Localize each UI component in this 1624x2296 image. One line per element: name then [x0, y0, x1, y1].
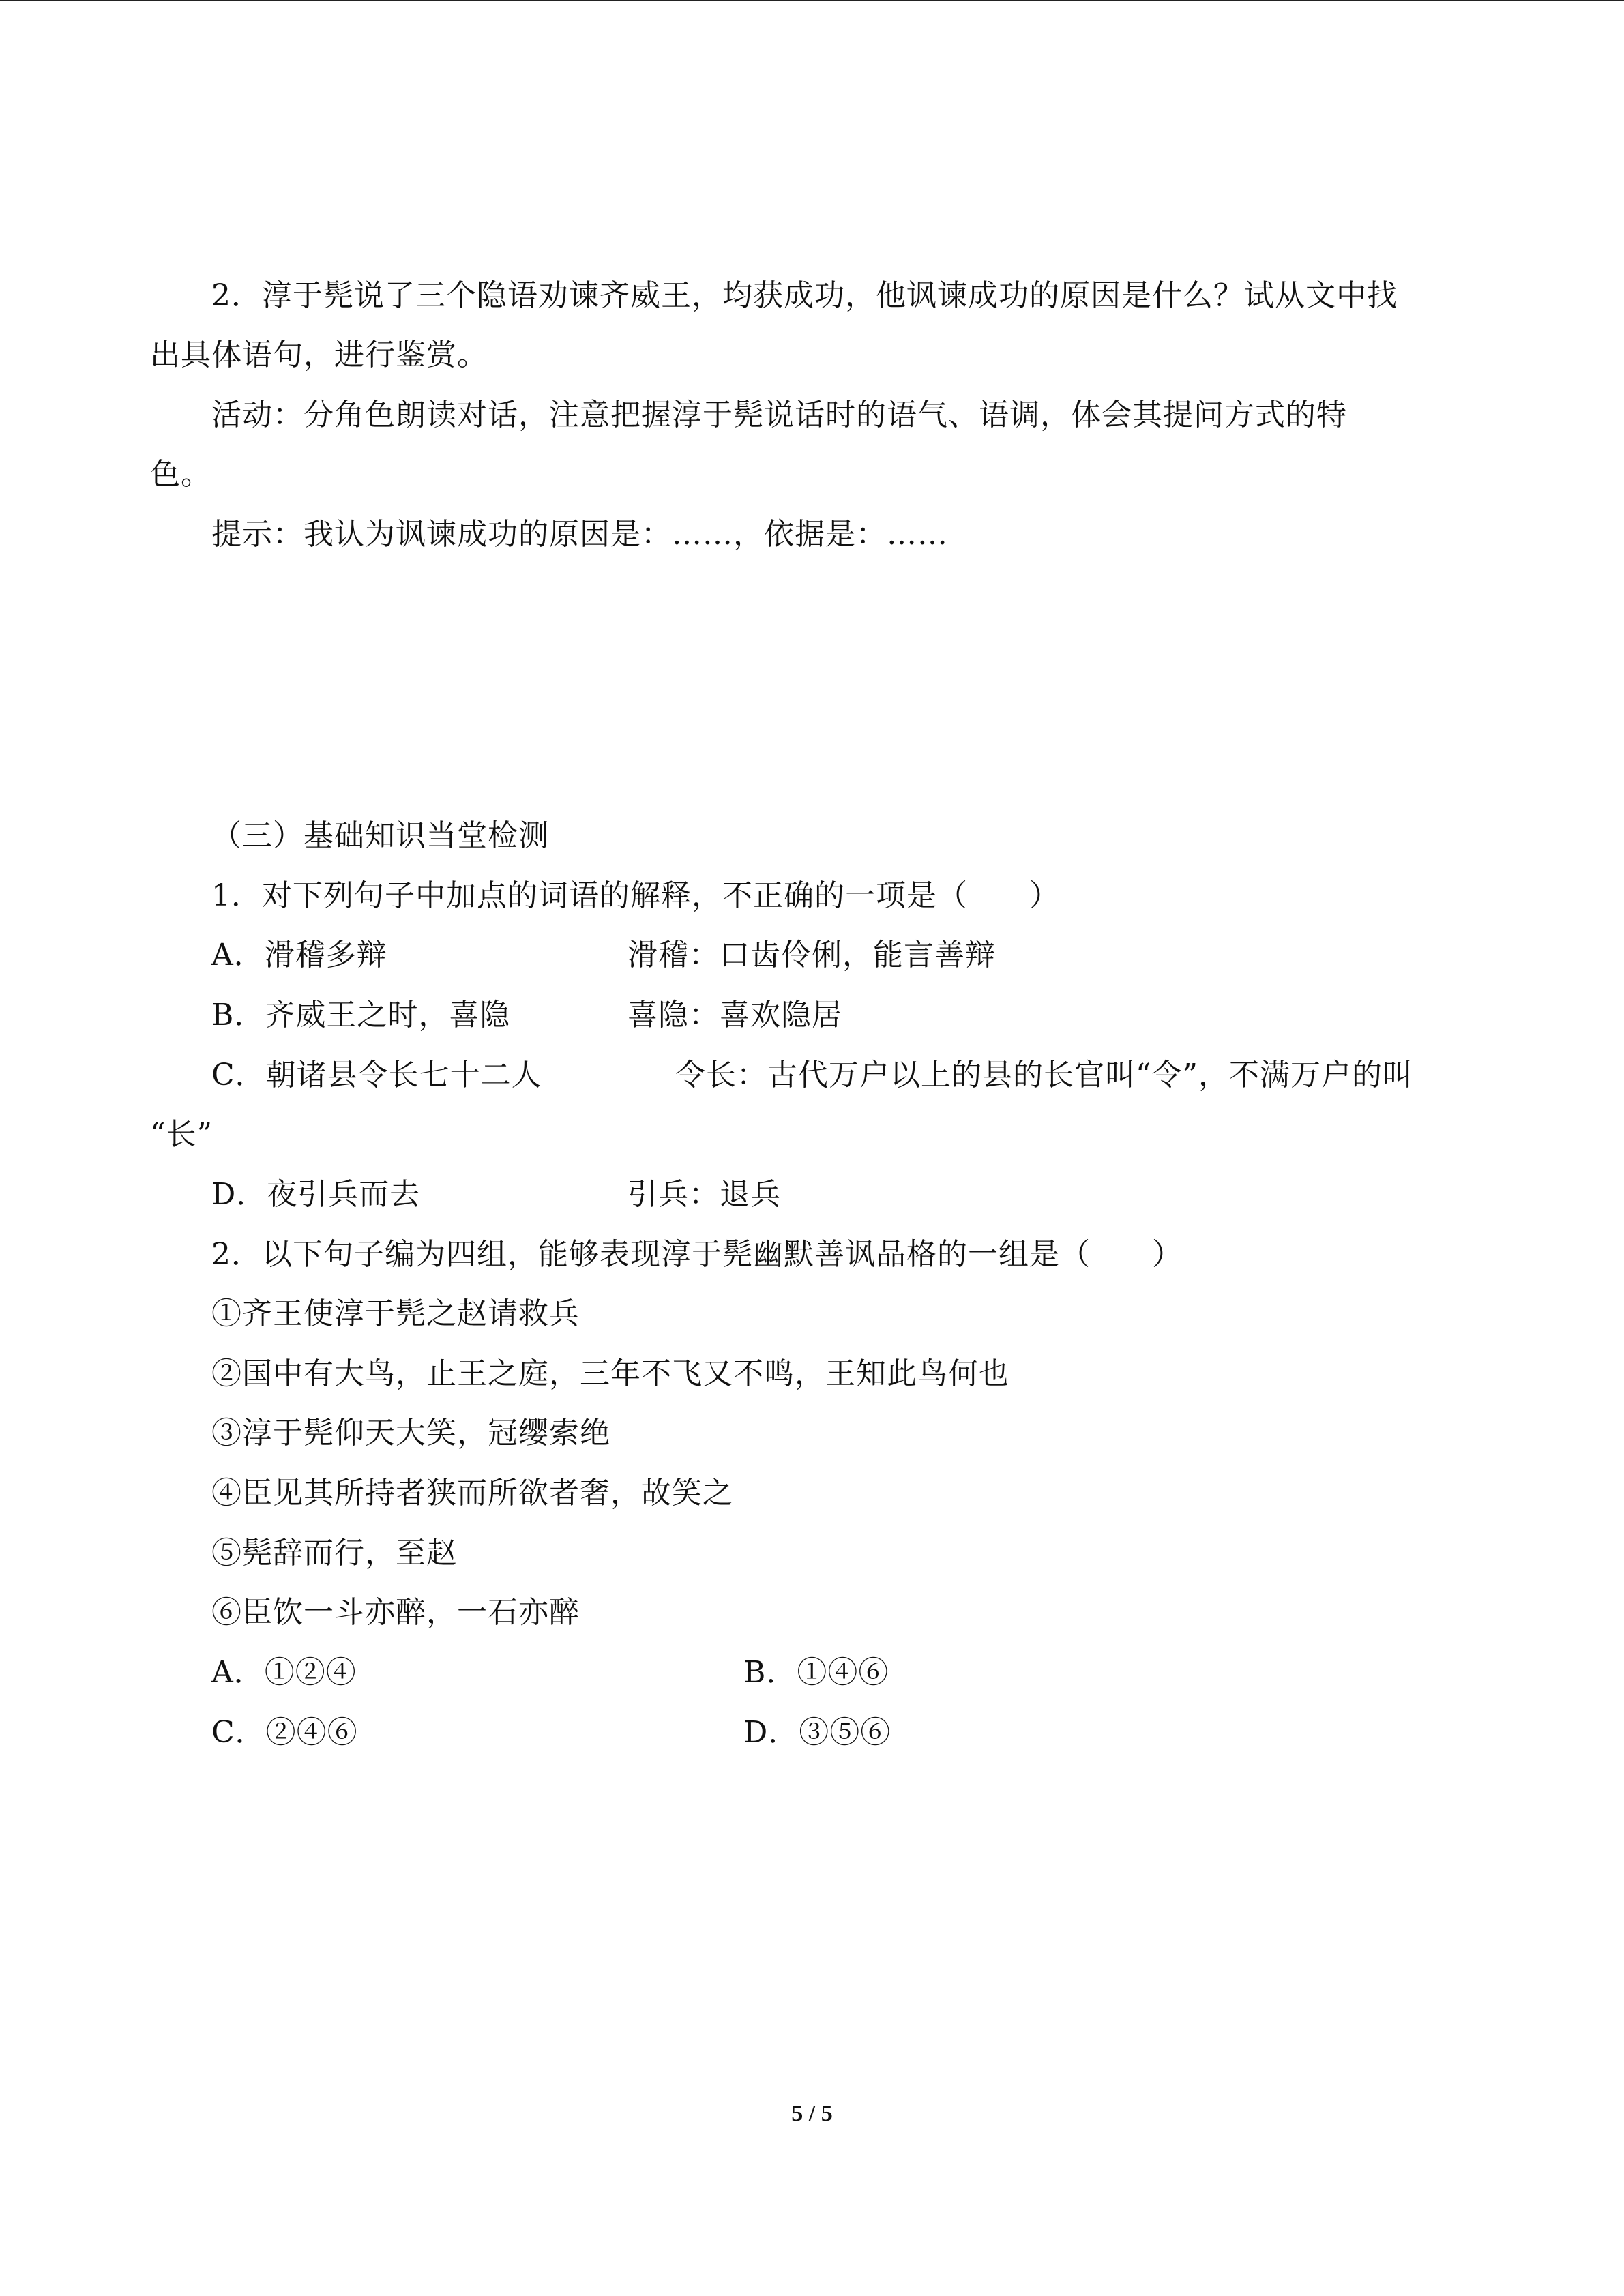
q1-option-b-sentence: B．齐威王之时，喜隐: [211, 998, 511, 1032]
q2-choice-d: D．③⑤⑥: [743, 1715, 891, 1750]
q2-sentence-4: ④臣见其所持者狭而所欲者奢，故笑之: [211, 1476, 733, 1510]
q1-option-c-continuation: “长”: [150, 1117, 213, 1152]
q1-option-c-sentence: C．朝诸县令长七十二人: [211, 1058, 542, 1092]
activity-line-2: 色。: [150, 457, 211, 492]
q1-option-a-sentence: A．滑稽多辩: [211, 938, 387, 972]
hint-text: 提示：我认为讽谏成功的原因是：……，依据是：……: [211, 517, 948, 552]
q1-option-d-sentence: D．夜引兵而去: [211, 1177, 421, 1212]
q2-sentence-2: ②国中有大鸟，止王之庭，三年不飞又不鸣，王知此鸟何也: [211, 1356, 1009, 1391]
q2-sentence-6: ⑥臣饮一斗亦醉，一石亦醉: [211, 1595, 580, 1630]
q2-sentence-3: ③淳于髡仰天大笑，冠缨索绝: [211, 1416, 610, 1450]
section-three-heading: （三）基础知识当堂检测: [211, 818, 549, 853]
q1-option-d-explanation: 引兵：退兵: [628, 1177, 781, 1212]
q2-choice-a: A．①②④: [211, 1655, 357, 1690]
q2-sentence-1: ①齐王使淳于髡之赵请救兵: [211, 1296, 580, 1331]
q2-sentence-5: ⑤髡辞而行，至赵: [211, 1536, 457, 1570]
q1-option-a-explanation: 滑稽：口齿伶俐，能言善辩: [628, 938, 996, 972]
q2-choice-b: B．①④⑥: [743, 1655, 889, 1690]
question-2-prompt-line-1: 2．淳于髡说了三个隐语劝谏齐威王，均获成功，他讽谏成功的原因是什么？试从文中找: [211, 278, 1398, 313]
q1-option-b-explanation: 喜隐：喜欢隐居: [628, 998, 842, 1032]
question-2-prompt-line-2: 出具体语句，进行鉴赏。: [150, 338, 488, 372]
quiz-question-1-stem: 1．对下列句子中加点的词语的解释，不正确的一项是（ ）: [211, 878, 1060, 913]
page-top-border: [0, 0, 1624, 1]
q2-choice-c: C．②④⑥: [211, 1715, 358, 1750]
page-number: 5 / 5: [791, 2101, 833, 2126]
q1-option-c-explanation: 令长：古代万户以上的县的长官叫“令”，不满万户的叫: [675, 1058, 1413, 1092]
activity-line-1: 活动：分角色朗读对话，注意把握淳于髡说话时的语气、语调，体会其提问方式的特: [211, 398, 1347, 432]
quiz-question-2-stem: 2．以下句子编为四组，能够表现淳于髡幽默善讽品格的一组是（ ）: [211, 1237, 1183, 1272]
